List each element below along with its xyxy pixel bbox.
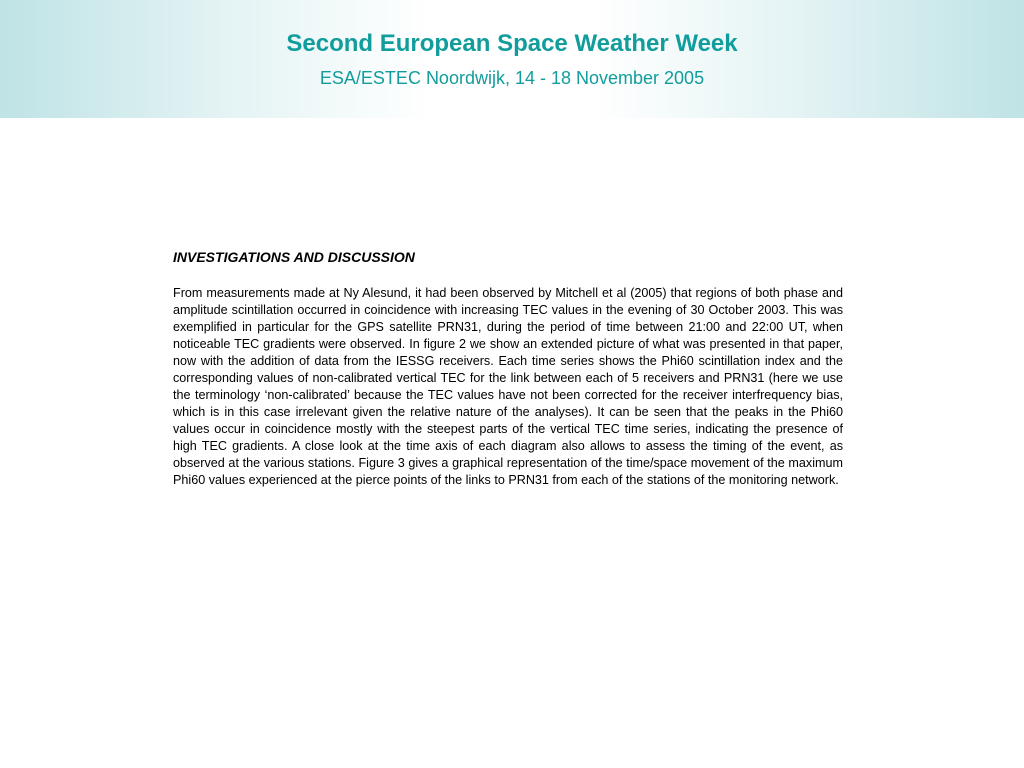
section-heading: INVESTIGATIONS AND DISCUSSION bbox=[173, 249, 415, 265]
body-paragraph: From measurements made at Ny Alesund, it had been observed by Mitchell et al (2005) that regions of both phase and amplitude scintillation occurred in coincidence with increasing TEC values in the evening of 30 October 2003. This was exemplified in particular for the GPS satellite PRN31, during the period of time between 21:00 and 22:00 UT, when noticeable TEC gradients were observed. In figure 2 we show an extended picture of what was presented in that paper, now with the addition of data from the IESSG receivers. Each time series shows the Phi60 scintillation index and the corresponding values of non-calibrated vertical TEC for the link between each of 5 receivers and PRN31 (here we use the terminology ‘non-calibrated’ because the TEC values have not been corrected for the receiver interfrequency bias, which is in this case irrelevant given the relative nature of the analyses). It can be seen that the peaks in the Phi60 values occur in coincidence mostly with the steepest parts of the vertical TEC time series, indicating the presence of high TEC gradients. A close look at the time axis of each diagram also allows to assess the timing of the event, as observed at the various stations. Figure 3 gives a graphical representation of the time/space movement of the maximum Phi60 values experienced at the pierce points of the links to PRN31 from each of the stations of the monitoring network. bbox=[173, 286, 843, 487]
conference-subtitle: ESA/ESTEC Noordwijk, 14 - 18 November 2005 bbox=[319, 68, 705, 88]
header-band bbox=[0, 0, 1024, 118]
conference-title: Second European Space Weather Week bbox=[286, 30, 738, 57]
content-section bbox=[173, 247, 843, 489]
